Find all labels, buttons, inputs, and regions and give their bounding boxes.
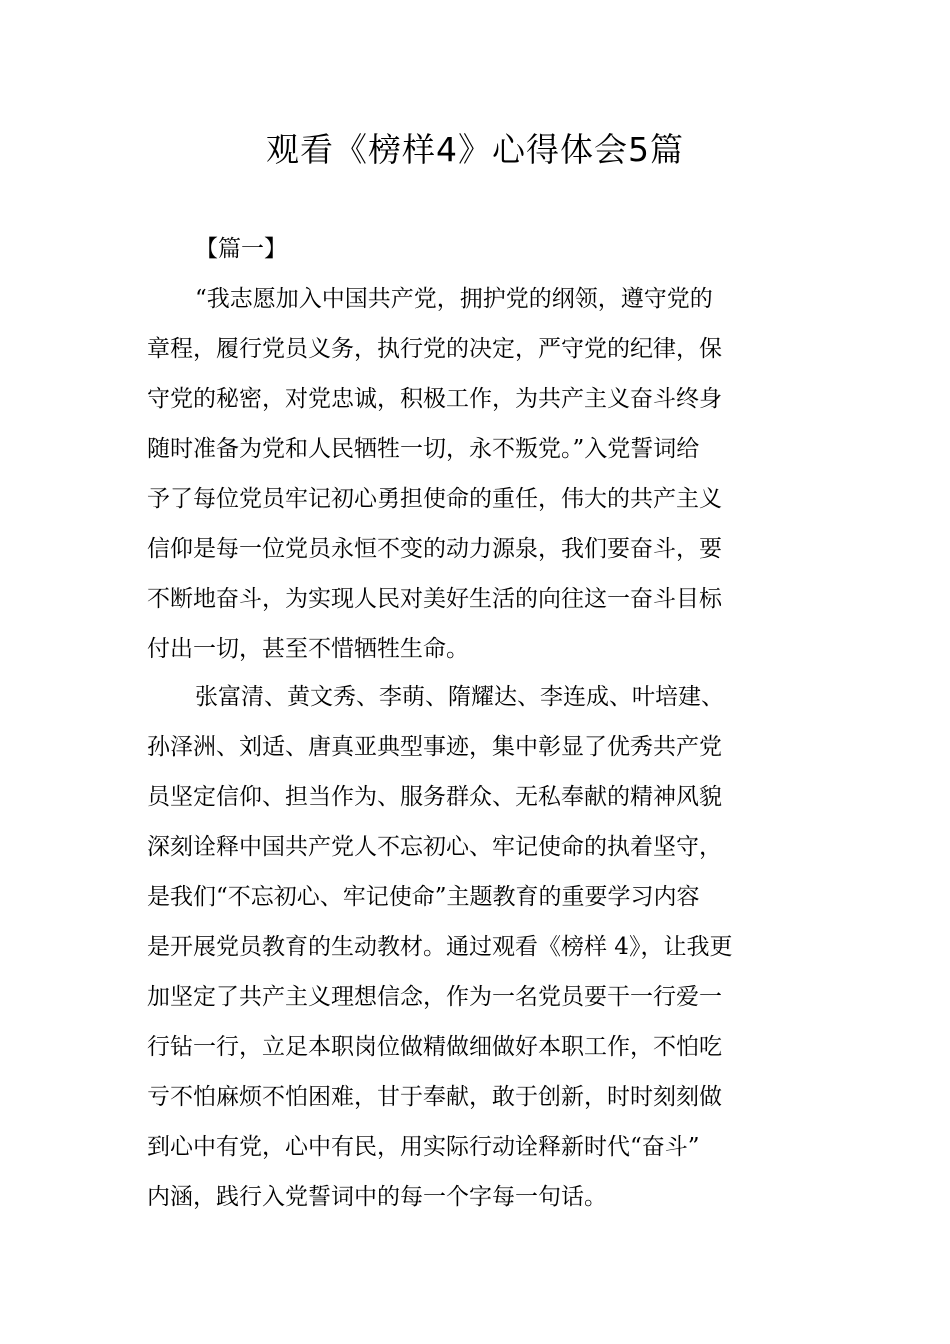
paragraph-line: “我志愿加入中国共产党，拥护党的纲领，遵守党的 bbox=[195, 286, 713, 312]
paragraph-line: 到心中有党，心中有民，用实际行动诠释新时代“奋斗” bbox=[147, 1134, 700, 1160]
document-title: 观看《榜样4》心得体会5篇 bbox=[266, 130, 684, 169]
paragraph-line: 是开展党员教育的生动教材。通过观看《榜样 4》，让我更 bbox=[147, 934, 733, 960]
paragraph-1 bbox=[147, 274, 807, 674]
paragraph-line: 内涵，践行入党誓词中的每一个字每一句话。 bbox=[147, 1184, 607, 1210]
paragraph-line: 张富清、黄文秀、李萌、隋耀达、李连成、叶培建、 bbox=[195, 684, 724, 710]
paragraph-line: 随时准备为党和人民牺牲一切，永不叛党。”入党誓词给 bbox=[147, 436, 700, 462]
paragraph-line: 章程，履行党员义务，执行党的决定，严守党的纪律，保 bbox=[147, 336, 722, 362]
paragraph-line: 予了每位党员牢记初心勇担使命的重任，伟大的共产主义 bbox=[147, 486, 722, 512]
paragraph-2 bbox=[147, 672, 807, 1222]
paragraph-line: 信仰是每一位党员永恒不变的动力源泉，我们要奋斗，要 bbox=[147, 536, 722, 562]
paragraph-line: 是我们“不忘初心、牢记使命”主题教育的重要学习内容 bbox=[147, 884, 700, 910]
paragraph-line: 不断地奋斗，为实现人民对美好生活的向往这一奋斗目标 bbox=[147, 586, 722, 612]
paragraph-line: 行钻一行，立足本职岗位做精做细做好本职工作，不怕吃 bbox=[147, 1034, 722, 1060]
paragraph-line: 员坚定信仰、担当作为、服务群众、无私奉献的精神风貌 bbox=[147, 784, 722, 810]
paragraph-line: 孙泽洲、刘适、唐真亚典型事迹，集中彰显了优秀共产党 bbox=[147, 734, 722, 760]
paragraph-line: 守党的秘密，对党忠诚，积极工作，为共产主义奋斗终身 bbox=[147, 386, 722, 412]
paragraph-line: 加坚定了共产主义理想信念，作为一名党员要干一行爱一 bbox=[147, 984, 722, 1010]
paragraph-line: 亏不怕麻烦不怕困难，甘于奉献，敢于创新，时时刻刻做 bbox=[147, 1084, 722, 1110]
paragraph-line: 深刻诠释中国共产党人不忘初心、牢记使命的执着坚守， bbox=[147, 834, 722, 860]
paragraph-line: 付出一切，甚至不惜牺牲生命。 bbox=[147, 636, 469, 662]
section-label: 【篇一】 bbox=[195, 236, 287, 262]
